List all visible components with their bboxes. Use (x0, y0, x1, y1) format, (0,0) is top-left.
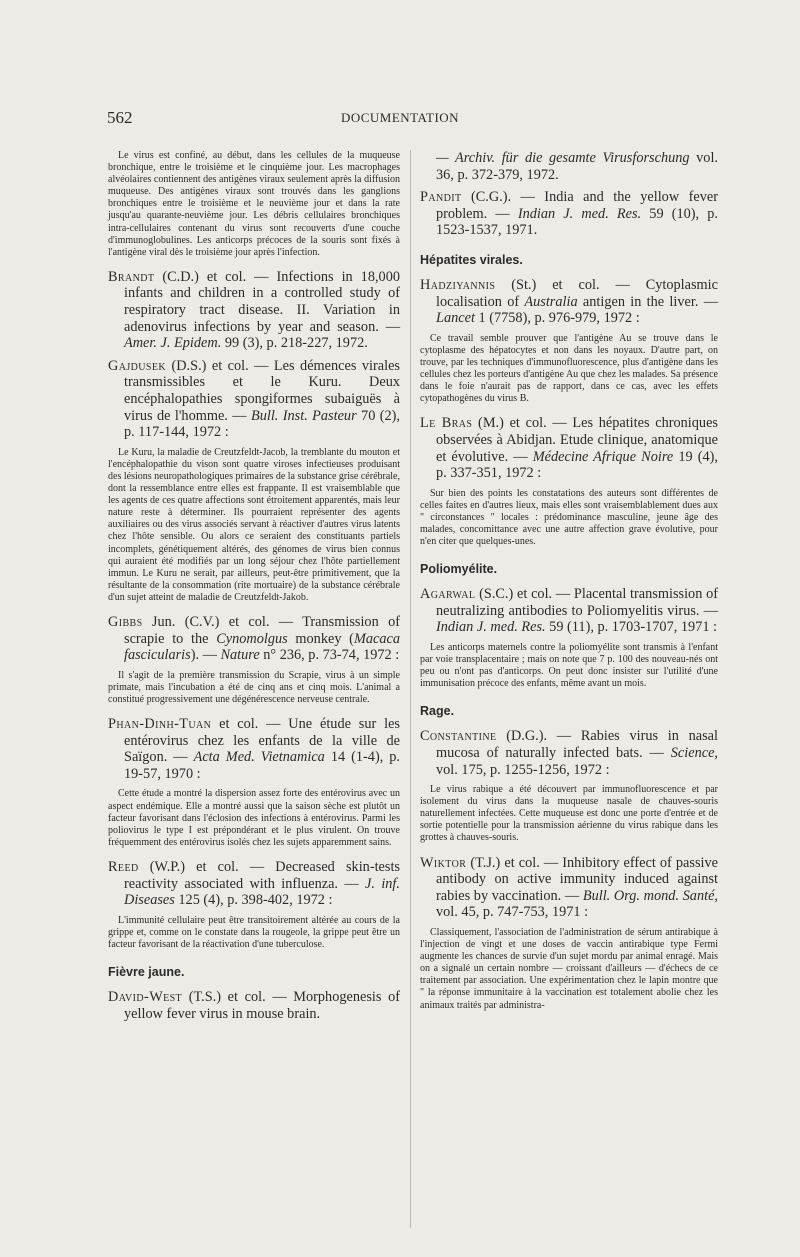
reference-text: antigen in the liver. — (577, 293, 718, 310)
reference-author: Pandit (420, 189, 462, 206)
summary-gibbs: Il s'agit de la première transmission du Scrapie, virus à un simple primate, mais l'incubation a été de cinq ans et cinq mois. L'animal a constitué progressivement une dégénérescence nerveuse centrale. (108, 669, 400, 705)
journal-title: Bull. Inst. Pasteur (250, 407, 357, 424)
reference-brandt (108, 269, 400, 352)
reference-author: Agarwal (420, 586, 476, 603)
reference-text: (D.S.) et col. — Les démences virales transmissibles et le Kuru. Deux encéphalopathies spongiformes subaiguës à virus de l'homme. — (124, 357, 400, 424)
journal-title: Lancet (436, 310, 475, 327)
reference-citation: n° 236, p. 73-74, 1972 : (259, 647, 400, 664)
reference-citation: 59 (10), p. 1523-1537, 1971. (436, 205, 718, 239)
reference-reed (108, 859, 400, 909)
reference-author: Le Bras (420, 415, 473, 432)
reference-citation: 14 (1-4), p. 19-57, 1970 : (124, 749, 400, 782)
reference-text: (C.G.). — India and the yellow fever problem. — (436, 189, 718, 222)
reference-text: Jun. (C.V.) et col. — Transmission of scrapie to the (124, 614, 400, 647)
journal-title: Indian J. med. Res. (436, 619, 546, 636)
journal-title: Cynomolgus (216, 630, 288, 647)
reference-text: (S.C.) et col. — Placental transmission of neutralizing antibodies to Poliomyelitis virus. — (436, 586, 718, 619)
journal-title: — Archiv. für die gesamte Virusforschung (436, 150, 690, 166)
section-heading-fievre-jaune: Fièvre jaune. (108, 964, 185, 979)
reference-constantine (420, 728, 718, 778)
summary-gajdusek: Le Kuru, la maladie de Creutzfeldt-Jacob, la tremblante du mouton et l'encéphalopathie du vison sont quatre viroses infectieuses produisant des lésions neuropathologiques primaires de la substance grise cérébrale, dont la ressemblance entre elles est frappante. Il est vraisemblable que les agents de ces quatre affections sont étroitement apparentés, mais leur nature reste à déterminer. Ils pourraient représenter des agents auxiliaires ou des virus associés servant à réactiver d'autres virus latents chez l'hôte sensible. Ou alors ce seraient des constituants partiels incomplets, génétiquement altérés, des génomes de virus bien connus qui auraient été modifiés par un long séjour chez l'hôte partiellement immun. Le Kuru ne serait, par ailleurs, peut-être primitivement, que la résultante de la consommation (rite mortuaire) de la substance cérébrale d'un sujet atteint de maladie de Creutzfeldt-Jakob. (108, 446, 400, 603)
reference-hadziyannis (420, 277, 718, 327)
page-header (0, 108, 800, 130)
page-number: 562 (107, 108, 133, 127)
journal-title: Amer. J. Epidem. (124, 335, 222, 352)
summary-le-bras: Sur bien des points les constatations des auteurs sont différentes de celles faites en d'autres lieux, mais elles sont vraisemblablement dues aux " circonstances " locales : prédominance masculine, jeune âge des malades, concomittance avec une autre affection grave évolutive, pour n'en citer que quelques-unes. (420, 487, 718, 548)
reference-text: (C.D.) et col. — Infections in 18,000 infants and children in a controlled study of respiratory tract disease. II. Variation in adenovirus infections by year and season. — (124, 268, 400, 335)
reference-text: et col. — Une étude sur les entérovirus chez les enfants de la ville de Saïgon. — (124, 716, 400, 766)
right-column (420, 150, 718, 1022)
reference-david-west-continuation (420, 150, 718, 183)
column-divider (410, 150, 411, 1228)
reference-phan-dinh-tuan (108, 716, 400, 782)
reference-gibbs (108, 614, 400, 664)
section-heading-hepatites: Hépatites virales. (420, 252, 523, 267)
reference-wiktor (420, 855, 718, 921)
reference-citation: vol. 36, p. 372-379, 1972. (436, 150, 718, 183)
reference-citation: vol. 45, p. 747-753, 1971 : (436, 904, 589, 921)
reference-citation: 59 (11), p. 1703-1707, 1971 : (545, 619, 718, 636)
journal-title: Nature (220, 647, 260, 664)
reference-author: Phan-Dinh-Tuan (108, 716, 212, 733)
reference-author: Constantine (420, 728, 497, 745)
reference-citation: 1 (7758), p. 976-979, 1972 : (474, 310, 640, 327)
section-heading-rage: Rage. (420, 704, 455, 719)
reference-text: (D.G.). — Rabies virus in nasal mucosa of naturally infected bats. — (436, 728, 718, 761)
reference-agarwal (420, 586, 718, 636)
reference-citation: 70 (2), p. 117-144, 1972 : (124, 407, 400, 441)
journal-title: Bull. Org. mond. Santé, (582, 887, 718, 904)
reference-text: (T.S.) et col. — Morphogenesis of yellow fever virus in mouse brain. (124, 988, 400, 1022)
reference-text: (St.) et col. — Cytoplasmic localisation of (436, 276, 718, 310)
running-title: DOCUMENTATION (340, 110, 460, 125)
reference-author: Reed (108, 858, 139, 875)
reference-citation: 19 (4), p. 337-351, 1972 : (436, 448, 718, 482)
reference-author: David-West (108, 988, 183, 1005)
journal-title: Acta Med. Vietnamica (193, 749, 325, 766)
reference-text: (T.J.) et col. — Inhibitory effect of passive antibody on active immunity induced against rabies by vaccination. — (436, 854, 718, 904)
journal-title: Indian J. med. Res. (517, 205, 642, 222)
reference-author: Hadziyannis (420, 276, 496, 293)
reference-david-west (108, 989, 400, 1022)
summary-phan-dinh-tuan: Cette étude a montré la dispersion assez forte des entérovirus avec un aspect endémique. Elle a montré aussi que la saison sèche est plutôt un facteur favorisant dans l'éclosion des infections à entérovirus. Parmi les poliovirus le type I est prépondérant et le plus virulent. On trouve fréquemment des entérovirus isolés chez les sujets apparemment sains. (108, 788, 400, 848)
journal-title: Macaca fascicularis (124, 630, 400, 664)
reference-text: monkey ( (287, 630, 354, 647)
reference-pandit (420, 189, 718, 239)
summary-hadziyannis: Ce travail semble prouver que l'antigène Au se trouve dans le cytoplasme des hépatocytes et non dans les noyaux. D'autre part, on trouve, par les techniques d'immunofluorescence, plus d'antigène dans les cellules chez les porteurs d'antigène Au que chez les malades. Sa présence dans le foie n'aurait pas de rapport, dans ce cas, avec les effets cytopathogènes du virus B. (420, 332, 718, 405)
journal-title: J. inf. Diseases (124, 875, 400, 909)
reference-author: Gibbs (108, 614, 143, 630)
section-heading-poliomyelite: Poliomyélite. (420, 562, 498, 577)
reference-le-bras (420, 415, 718, 481)
left-column (108, 150, 400, 1028)
reference-text: ). — (190, 647, 221, 664)
journal-title: Médecine Afrique Noire (532, 448, 674, 465)
journal-title: Australia (524, 293, 578, 310)
summary-constantine: Le virus rabique a été découvert par immunofluorescence et par isolement du virus dans la muqueuse nasale de chauves-souris naturellement infectées. Cette muqueuse est donc une porte d'entrée et de sortie potentielle pour la transmission aérienne du virus rabique dans les grottes à chauves-souris. (420, 784, 718, 844)
reference-text: (W.P.) et col. — Decreased skin-tests reactivity associated with influenza. — (124, 858, 400, 892)
reference-citation: 99 (3), p. 218-227, 1972. (221, 335, 368, 352)
reference-author: Brandt (108, 268, 155, 285)
intro-summary: Le virus est confiné, au début, dans les cellules de la muqueuse bronchique, entre le troisième et le cinquième jour. Les macrophages alvéolaires contiennent des antigènes viraux seulement après la diffusion muqueuse. Des antigènes viraux sont trouvés dans les ganglions bronchiques entre le troisième et le neuvième jour et dans la rate jusqu'au quarante-neuvième jour. Les débris cellulaires bronchiques intra-cellulaires contenant du virus sont recouverts d'une couche d'immunoglobulines. Les anticorps précoces de la souris sont fixés à l'antigène viral dès le troisième jour après l'infection. (108, 150, 400, 258)
journal-title: Science, (670, 744, 718, 761)
summary-reed: L'immunité cellulaire peut être transitoirement altérée au cours de la grippe et, comme on le constate dans la rougeole, la grippe peut être un facteur favorisant de la réactivation d'une tuberculose. (108, 914, 400, 950)
reference-citation: vol. 175, p. 1255-1256, 1972 : (436, 761, 610, 778)
reference-author: Wiktor (420, 854, 467, 871)
summary-agarwal: Les anticorps maternels contre la poliomyélite sont transmis à l'enfant par voie transplacentaire ; mais on note que 7 p. 100 des nouveau-nés ont peu ou n'ont pas d'anticorps. On peut donc insister sur l'utilité d'une immunisation précoce des enfants, même avant un mois. (420, 641, 718, 690)
summary-wiktor: Classiquement, l'association de l'administration de sérum antirabique à l'injection de vingt et une doses de vaccin antirabique type Fermi augmente les chances de survie d'un sujet mordu par animal enragé. Mais on a signalé un certain nombre — croissant d'ailleurs — d'échecs de ce traitement par association. Une expérimentation chez le lapin montre que " la réponse immunitaire à la vaccination est totalement abolie chez les animaux traités par administra- (420, 926, 718, 1011)
reference-citation: 125 (4), p. 398-402, 1972 : (174, 892, 333, 909)
reference-text: (M.) et col. — Les hépatites chroniques observées à Abidjan. Etude clinique, anatomique et évolutive. — (436, 415, 718, 465)
reference-author: Gajdusek (108, 357, 166, 374)
reference-gajdusek (108, 358, 400, 441)
